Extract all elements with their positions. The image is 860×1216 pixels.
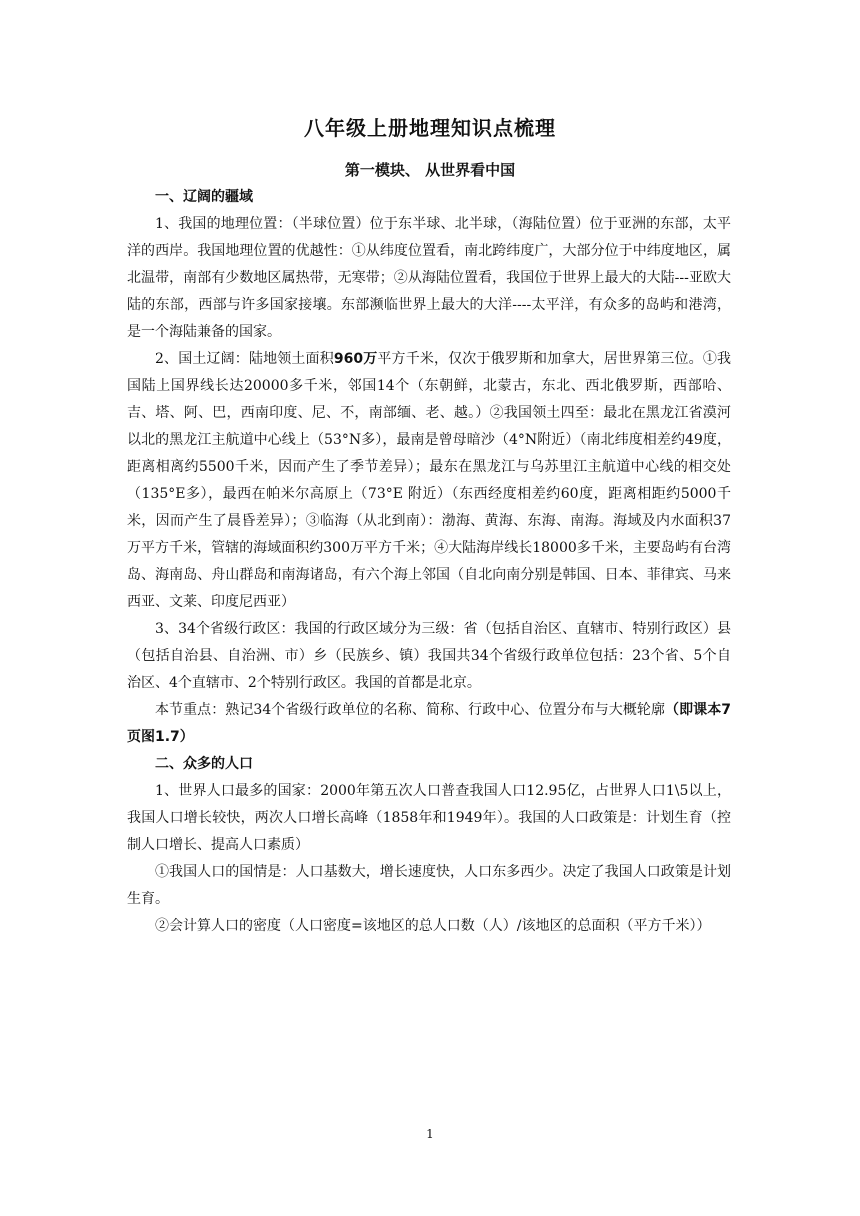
- document-body: [127, 184, 731, 940]
- paragraph-text: 2、国土辽阔：陆地领土面积: [155, 351, 334, 367]
- document-title: 八年级上册地理知识点梳理: [304, 116, 556, 140]
- paragraph-population-largest: 1、世界人口最多的国家：2000年第五次人口普查我国人口12.95亿，占世界人口1\5以上，我国人口增长较快，两次人口增长高峰（1858年和1949年）。我国的人口政策是：计划生育（控制人口增长、提高人口素质）: [127, 783, 731, 853]
- paragraph-territory-area: [127, 346, 731, 616]
- paragraph-geographic-location: 1、我国的地理位置：（半球位置）位于东半球、北半球，（海陆位置）位于亚洲的东部，太平洋的西岸。我国地理位置的优越性：①从纬度位置看，南北跨纬度广，大部分位于中纬度地区，属北温带，南部有少数地区属热带，无寒带；②从海陆位置看，我国位于世界上最大的大陆---亚欧大陆的东部，西部与许多国家接壤。东部濒临世界上最大的大洋----太平洋，有众多的岛屿和港湾，是一个海陆兼备的国家。: [127, 216, 731, 340]
- textbook-reference: （即课本7页图1.7）: [127, 702, 732, 745]
- section-heading-population: 二、众多的人口: [155, 756, 253, 772]
- paragraph-section-key-point: [127, 697, 731, 751]
- paragraph-text: 本节重点：熟记34个省级行政单位的名称、简称、行政中心、位置分布与大概轮廓: [155, 702, 666, 718]
- module-subtitle: 第一模块、 从世界看中国: [344, 161, 516, 179]
- section-heading-territory: 一、辽阔的疆域: [155, 189, 253, 205]
- highlighted-area-value: 960万: [333, 351, 378, 367]
- paragraph-population-density: ②会计算人口的密度（人口密度=该地区的总人口数（人）/该地区的总面积（平方千米））: [155, 918, 711, 934]
- page-number: 1: [426, 1127, 434, 1141]
- paragraph-text: 平方千米，仅次于俄罗斯和加拿大，居世界第三位。①我国陆上国界线长达20000多千米，邻国14个（东朝鲜，北蒙古，东北、西北俄罗斯，西部哈、吉、塔、阿、巴，西南印度、尼、不，南部缅、老、越。）②我国领土四至：最北在黑龙江省漠河以北的黑龙江主航道中心线上（53°N多），最南是曾母暗沙（4°N附近）（南北纬度相差约49度，距离相离约5500千米，因而产生了季节差异）；最东在黑龙江与乌苏里江主航道中心线的相交处（135°E多），最西在帕米尔高原上（73°E 附近）（东西经度相差约60度，距离相距约5000千米，因而产生了晨昏差异）；③临海（从北到南）：渤海、黄海、东海、南海。海域及内水面积37万平方千米，管辖的海域面积约300万平方千米；④大陆海岸线长18000多千米，主要岛屿有台湾岛、海南岛、舟山群岛和南海诸岛，有六个海上邻国（自北向南分别是韩国、日本、菲律宾、马来西亚、文莱、印度尼西亚）: [127, 351, 731, 610]
- paragraph-population-situation: ①我国人口的国情是：人口基数大，增长速度快，人口东多西少。决定了我国人口政策是计划生育。: [127, 864, 731, 907]
- paragraph-administrative-divisions: 3、34个省级行政区：我国的行政区域分为三级：省（包括自治区、直辖市、特别行政区）县（包括自治县、自治洲、市）乡（民族乡、镇）我国共34个省级行政单位包括：23个省、5个自治区、4个直辖市、2个特别行政区。我国的首都是北京。: [127, 621, 731, 691]
